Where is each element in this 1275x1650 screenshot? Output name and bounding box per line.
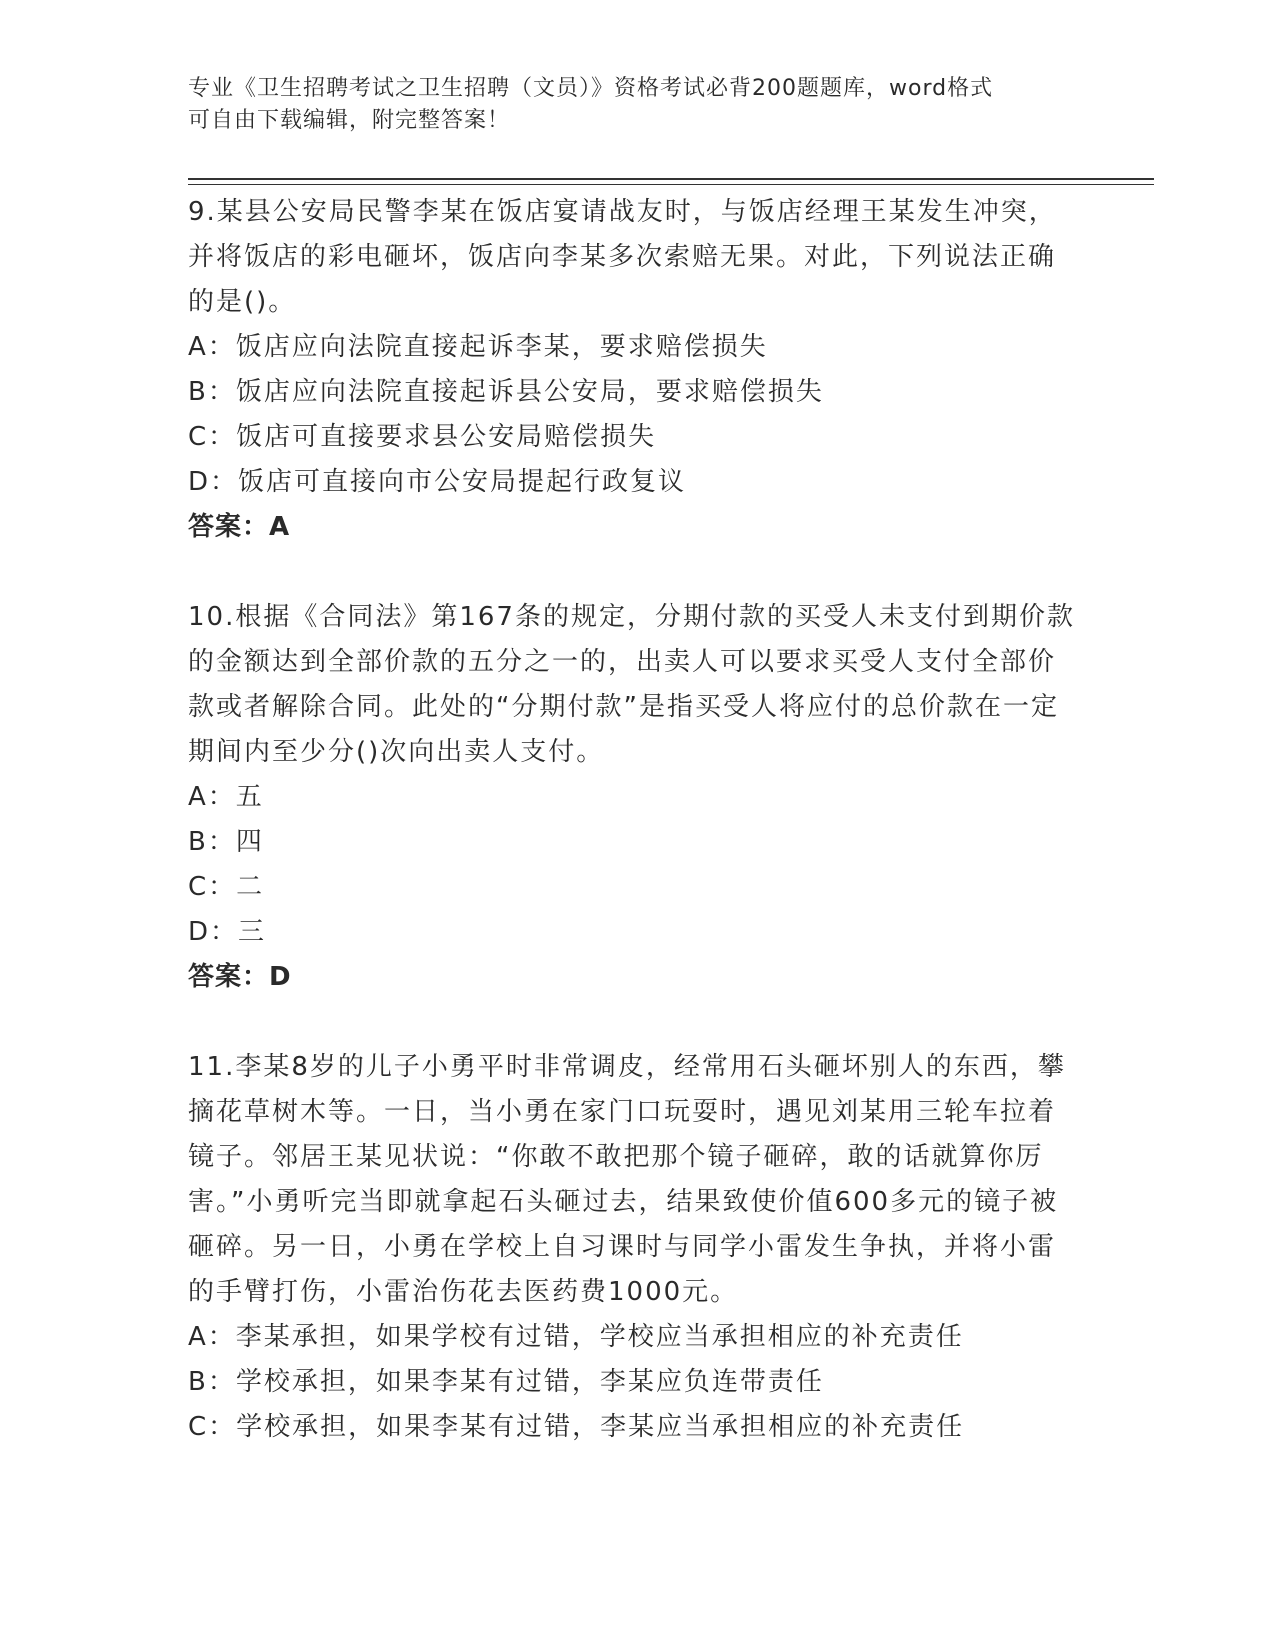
option-b: B：饭店应向法院直接起诉县公安局，要求赔偿损失 bbox=[188, 377, 824, 407]
option-a: A：饭店应向法院直接起诉李某，要求赔偿损失 bbox=[188, 332, 768, 362]
question-9 bbox=[188, 190, 1083, 550]
header-line-1: 专业《卫生招聘考试之卫生招聘（文员）》资格考试必背200题题库，word格式 bbox=[188, 76, 994, 101]
question-stem: 10.根据《合同法》第167条的规定，分期付款的买受人未支付到期价款的金额达到全部价款的五分之一的，出卖人可以要求买受人支付全部价款或者解除合同。此处的“分期付款”是指买受人将应付的总价款在一定期间内至少分()次向出卖人支付。 bbox=[188, 602, 1075, 767]
option-c: C：二 bbox=[188, 872, 265, 902]
answer-line: 答案：A bbox=[188, 512, 291, 542]
question-stem: 11.李某8岁的儿子小勇平时非常调皮，经常用石头砸坏别人的东西，攀摘花草树木等。一日，当小勇在家门口玩耍时，遇见刘某用三轮车拉着镜子。邻居王某见状说：“你敢不敢把那个镜子砸碎，敢的话就算你厉害。”小勇听完当即就拿起石头砸过去，结果致使价值600多元的镜子被砸碎。另一日，小勇在学校上自习课时与同学小雷发生争执，并将小雷的手臂打伤，小雷治伤花去医药费1000元。 bbox=[188, 1052, 1066, 1307]
header-rule-thick bbox=[188, 178, 1154, 180]
question-list bbox=[188, 190, 1083, 1450]
question-11 bbox=[188, 1045, 1083, 1450]
document-header bbox=[188, 73, 1068, 137]
answer-line: 答案：D bbox=[188, 962, 292, 992]
option-a: A：李某承担，如果学校有过错，学校应当承担相应的补充责任 bbox=[188, 1322, 964, 1352]
question-spacer bbox=[188, 1000, 1083, 1045]
option-a: A：五 bbox=[188, 782, 264, 812]
question-10 bbox=[188, 595, 1083, 1000]
option-c: C：学校承担，如果李某有过错，李某应当承担相应的补充责任 bbox=[188, 1412, 965, 1442]
header-line-2: 可自由下载编辑，附完整答案！ bbox=[188, 108, 511, 133]
option-d: D：饭店可直接向市公安局提起行政复议 bbox=[188, 467, 687, 497]
header-rule-thin bbox=[188, 184, 1154, 185]
option-c: C：饭店可直接要求县公安局赔偿损失 bbox=[188, 422, 657, 452]
option-b: B：学校承担，如果李某有过错，李某应负连带责任 bbox=[188, 1367, 824, 1397]
option-b: B：四 bbox=[188, 827, 264, 857]
option-d: D：三 bbox=[188, 917, 267, 947]
question-stem: 9.某县公安局民警李某在饭店宴请战友时，与饭店经理王某发生冲突，并将饭店的彩电砸坏，饭店向李某多次索赔无果。对此，下列说法正确的是()。 bbox=[188, 197, 1057, 317]
question-spacer bbox=[188, 550, 1083, 595]
